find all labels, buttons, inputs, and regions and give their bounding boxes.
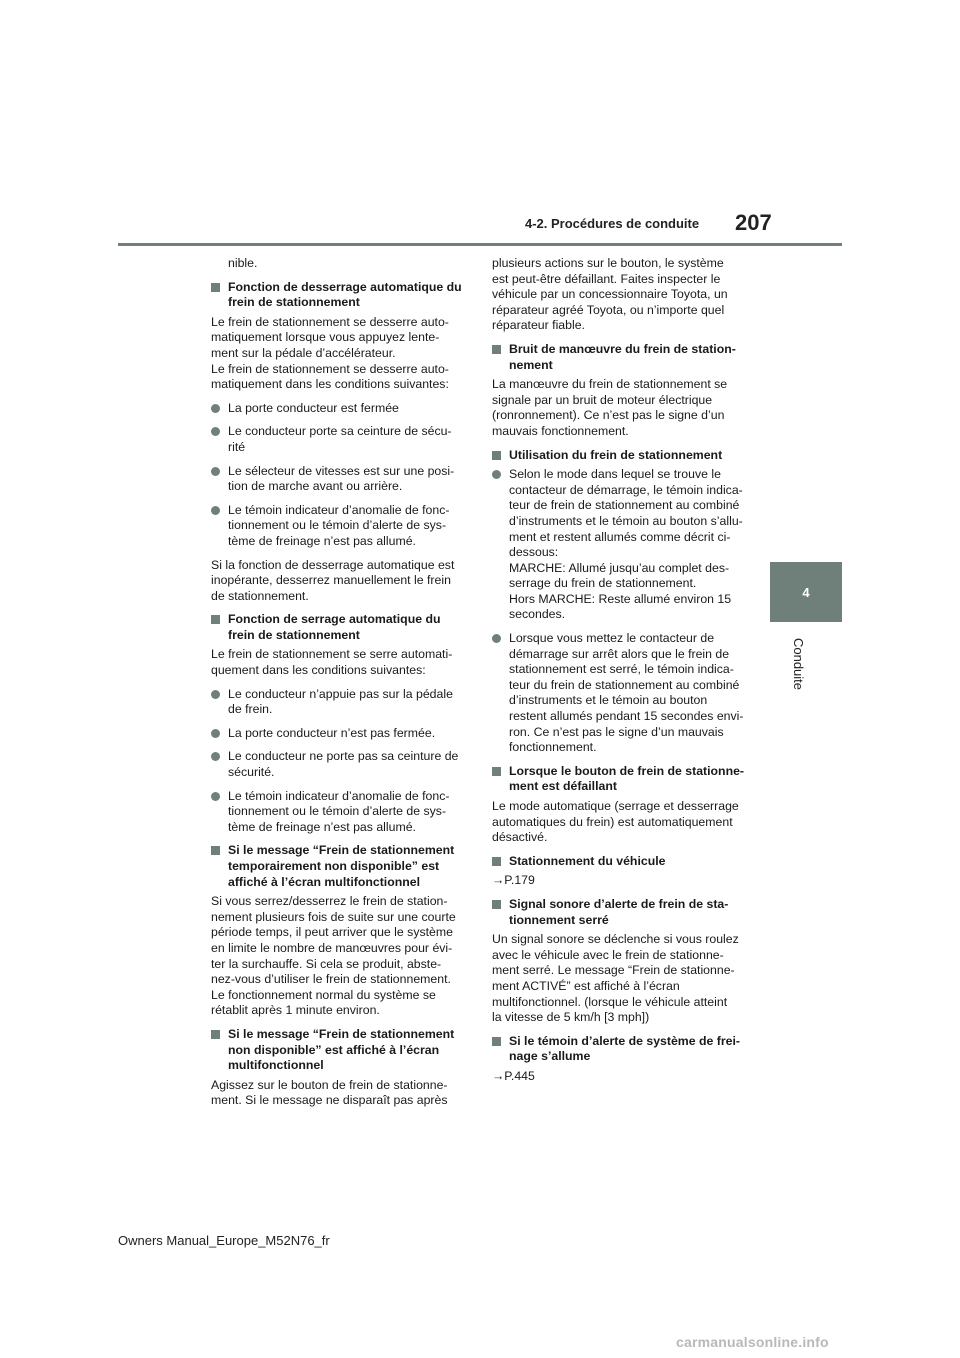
body-paragraph: Si vous serrez/desserrez le frein de station- nement plusieurs fois de suite sur une courte période temps, il peut arriver que le système en limite le nombre de manœuvres pour évi- ter la surchauffe. Si cela se produit, abste- nez-vous d’utiliser le frein de stationnement. Le fonctionnement normal du système se rétablit après 1 minute environ. (211, 894, 456, 1018)
bullet-item (492, 631, 748, 756)
bullet-item (211, 726, 467, 742)
bullet-item-text: Le conducteur porte sa ceinture de sécu- rité (228, 424, 452, 454)
square-bullet-icon (492, 857, 501, 866)
bullet-item-text: La porte conducteur est fermée (228, 400, 399, 415)
circle-bullet-icon (211, 752, 220, 761)
section-heading (492, 448, 748, 464)
page-reference: →P.179 (492, 873, 535, 888)
body-paragraph: Un signal sonore se déclenche si vous roulez avec le véhicule avec le frein de stationne- ment serré. Le message “Frein de stationne- ment ACTIVÉ” est affiché à l’écran multifonctionnel. (lorsque le véhicule atteint la vitesse de 5 km/h [3 mph]) (492, 932, 739, 1025)
section-heading-text: Fonction de serrage automatique du frein de stationnement (228, 612, 441, 642)
square-bullet-icon (492, 345, 501, 354)
section-heading (492, 897, 748, 928)
bullet-item (211, 401, 467, 417)
bullet-item-text: Le sélecteur de vitesses est sur une posi- tion de marche avant ou arrière. (228, 463, 455, 494)
bullet-item (211, 749, 467, 780)
section-heading (492, 342, 748, 373)
bullet-item-text: La porte conducteur n’est pas fermée. (228, 725, 436, 740)
section-heading-text: Lorsque le bouton de frein de stationne- ment est défaillant (509, 763, 745, 794)
bullet-item-text: Selon le mode dans lequel se trouve le contacteur de démarrage, le témoin indica- teur de frein de stationnement au combiné d’instruments et le témoin au bouton s’allu- ment et restent allumés comme décrit ci- dessous: MARCHE: Allumé jusqu’au complet des- serrage du frein de stationnement. Hors MARCHE: Reste allumé environ 15 secondes. (509, 467, 743, 622)
body-paragraph: Si la fonction de desserrage automatique est inopérante, desserrez manuellement le frein de stationnement. (211, 557, 455, 603)
section-heading-text: Stationnement du véhicule (509, 853, 666, 868)
circle-bullet-icon (211, 690, 220, 699)
section-heading (492, 854, 748, 870)
right-column (492, 256, 748, 1093)
circle-bullet-icon (211, 792, 220, 801)
section-heading-text: Bruit de manœuvre du frein de station- nement (509, 341, 736, 372)
section-heading-text: Signal sonore d’alerte de frein de sta- tionnement serré (509, 896, 729, 927)
square-bullet-icon (211, 615, 220, 624)
chapter-tab (770, 562, 842, 622)
section-heading (492, 1034, 748, 1065)
section-heading-text: Si le témoin d’alerte de système de frei- nage s’allume (509, 1033, 740, 1064)
bullet-item (211, 503, 467, 550)
section-heading-text: Utilisation du frein de stationnement (509, 447, 723, 462)
bullet-item-text: Le témoin indicateur d’anomalie de fonc- tionnement ou le témoin d’alerte de sys- tème de freinage n’est pas allumé. (228, 502, 450, 548)
circle-bullet-icon (492, 470, 501, 479)
page-number: 207 (735, 210, 772, 235)
circle-bullet-icon (211, 427, 220, 436)
section-heading-text: Si le message “Frein de stationnement temporairement non disponible” est affiché à l’écran multifonctionnel (228, 843, 455, 889)
square-bullet-icon (492, 451, 501, 460)
section-heading (492, 764, 748, 795)
section-heading-text: Fonction de desserrage automatique du frein de stationnement (228, 279, 462, 310)
bullet-item-text: Le témoin indicateur d’anomalie de fonc- tionnement ou le témoin d’alerte de sys- tème de freinage n’est pas allumé. (228, 788, 450, 834)
circle-bullet-icon (211, 729, 220, 738)
bullet-item (211, 687, 467, 718)
watermark-logo: carmanualsonline.info (676, 1334, 829, 1350)
section-heading (211, 612, 467, 643)
body-paragraph: Agissez sur le bouton de frein de stationne- ment. Si le message ne disparaît pas après (211, 1077, 448, 1108)
circle-bullet-icon (211, 506, 220, 515)
header-divider (118, 243, 842, 246)
bullet-item-text: Lorsque vous mettez le contacteur de démarrage sur arrêt alors que le frein de stationnement est serré, le témoin indica- teur du frein de stationnement au combiné d’instruments et le témoin au bouton restent allumés pendant 15 secondes envi- ron. Ce n’est pas le signe d’un mauvais fonctionnement. (509, 631, 744, 755)
body-paragraph: Le frein de stationnement se desserre auto- matiquement lorsque vous appuyez lente- ment sur la pédale d’accélérateur. Le frein de stationnement se desserre auto- matiquement dans les conditions suivantes: (211, 314, 449, 392)
footer-document-id: Owners Manual_Europe_M52N76_fr (118, 1233, 330, 1248)
page-reference: →P.445 (492, 1068, 535, 1083)
bullet-item (211, 789, 467, 836)
bullet-item (211, 464, 467, 495)
section-heading-text: Si le message “Frein de stationnement non disponible” est affiché à l’écran multifonctionnel (228, 1026, 455, 1073)
bullet-item-text: Le conducteur n’appuie pas sur la pédale de frein. (228, 686, 453, 717)
square-bullet-icon (211, 1030, 220, 1039)
square-bullet-icon (211, 283, 220, 292)
left-column (211, 256, 467, 1117)
bullet-item-text: Le conducteur ne porte pas sa ceinture de sécurité. (228, 749, 459, 780)
section-heading (211, 280, 467, 311)
continued-text: nible. (228, 256, 258, 270)
bullet-item (492, 467, 748, 623)
section-title: 4-2. Procédures de conduite (525, 216, 700, 231)
circle-bullet-icon (492, 634, 501, 643)
body-paragraph: Le mode automatique (serrage et desserrage automatiques du frein) est automatiquement désactivé. (492, 799, 739, 845)
body-paragraph: Le frein de stationnement se serre automati- quement dans les conditions suivantes: (211, 647, 453, 678)
section-heading (211, 1027, 467, 1074)
circle-bullet-icon (211, 467, 220, 476)
square-bullet-icon (492, 767, 501, 776)
body-paragraph: La manœuvre du frein de stationnement se signale par un bruit de moteur électrique (ronronnement). Ce n’est pas le signe d’un mauvais fonctionnement. (492, 377, 728, 438)
square-bullet-icon (211, 846, 220, 855)
body-paragraph: plusieurs actions sur le bouton, le système est peut-être défaillant. Faites inspecter le véhicule par un concessionnaire Toyota, un réparateur agréé Toyota, ou n’importe quel réparateur fiable. (492, 256, 728, 333)
circle-bullet-icon (211, 404, 220, 413)
section-heading (211, 843, 467, 890)
chapter-label: Conduite (791, 637, 806, 691)
bullet-item (211, 424, 467, 455)
square-bullet-icon (492, 900, 501, 909)
chapter-number: 4 (802, 584, 810, 600)
square-bullet-icon (492, 1037, 501, 1046)
